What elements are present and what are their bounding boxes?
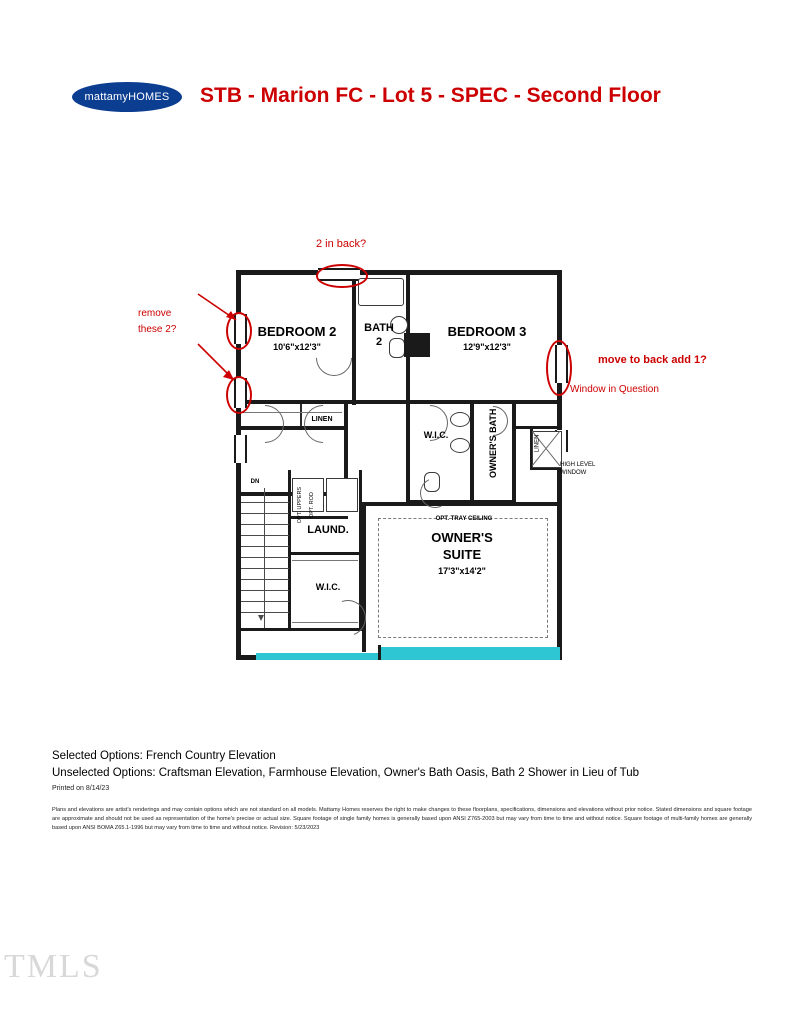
- room-name-bath2: BATH: [364, 322, 394, 334]
- stair-arrow-icon: [258, 615, 264, 621]
- opt-uppers-label: OPT. UPPERS: [296, 486, 303, 524]
- teal-band-left: [256, 653, 380, 660]
- selected-options-line: Selected Options: French Country Elevation: [52, 750, 276, 762]
- page-title: STB - Marion FC - Lot 5 - SPEC - Second Floor: [200, 84, 661, 107]
- wall-ownersbath-right: [512, 404, 516, 504]
- dryer-fixture: [326, 478, 358, 512]
- annotation-ellipse-top: [316, 264, 368, 288]
- door-swing-owners-bath: [416, 474, 454, 512]
- tmls-watermark: TMLS: [4, 948, 103, 985]
- wall-bath2-jog: [404, 333, 430, 357]
- room-dim-bedroom2: 10'6"x12'3": [273, 341, 321, 352]
- annotation-left-note-2: these 2?: [138, 324, 177, 335]
- logo-text: mattamyHOMES: [84, 91, 170, 103]
- room-label-bath2: [354, 322, 404, 349]
- opt-tray-ceiling-label: OPT. TRAY CEILING: [435, 516, 493, 522]
- annotation-right-note-2: Window in Question: [570, 384, 659, 395]
- wall-bath2-bottom: [352, 400, 406, 404]
- unselected-options-line: Unselected Options: Craftsman Elevation, Farmhouse Elevation, Owner's Bath Oasis, Bath 2 Shower in Lieu of Tub: [52, 766, 640, 779]
- room-label-bedroom3: [432, 325, 542, 352]
- teal-band-right: [380, 647, 560, 660]
- wall-suite-top: [362, 502, 562, 506]
- wall-stair-bottom: [236, 628, 292, 631]
- owners-suite-line1: OWNER'S: [431, 530, 493, 545]
- wall-laundry-left: [288, 470, 291, 630]
- closet-label-linen-2: LINEN: [534, 434, 541, 453]
- stair-tread: [241, 546, 289, 547]
- owners-suite-line2: SUITE: [442, 546, 482, 562]
- stair-tread: [241, 579, 289, 580]
- room-label-owners-suite: [400, 530, 524, 577]
- stair-tread: [241, 601, 289, 602]
- wall-bed3-bottom: [406, 400, 562, 404]
- exterior-wall-top: [236, 270, 562, 275]
- wall-laundry-bottom: [288, 552, 362, 555]
- room-label-wic-upper: W.I.C.: [423, 430, 449, 440]
- wall-bed2-bottom: [236, 400, 356, 404]
- document-header: [0, 70, 807, 130]
- closet-label-linen-1: LINEN: [311, 416, 333, 423]
- teal-band-divider: [378, 645, 381, 660]
- annotation-top-note: 2 in back?: [316, 238, 367, 250]
- owners-bath-text: OWNER'S BATH: [487, 408, 498, 479]
- room-number-bath2: 2: [375, 336, 383, 349]
- annotation-right-note-1: move to back add 1?: [598, 354, 707, 366]
- stair-tread: [241, 524, 289, 525]
- door-swing-bed3: [405, 398, 456, 449]
- sink-fixture-owners-2: [450, 438, 470, 453]
- annotation-arrow-left-lower: [196, 342, 246, 386]
- sink-fixture-owners-1: [450, 412, 470, 427]
- room-label-owners-bath: [487, 408, 498, 479]
- stair-direction-label: DN: [250, 479, 260, 485]
- stair-tread: [241, 502, 289, 503]
- room-name-bedroom2: BEDROOM 2: [257, 324, 337, 339]
- room-dim-owners-suite: 17'3"x14'2": [438, 565, 486, 576]
- opt-rod-label: OPT. ROD: [308, 492, 315, 519]
- stair-tread: [241, 557, 289, 558]
- annotation-ellipse-right: [546, 340, 572, 396]
- stair-tread: [241, 590, 289, 591]
- room-dim-bedroom3: 12'9"x12'3": [463, 341, 511, 352]
- room-label-wic-lower: W.I.C.: [315, 582, 341, 592]
- wall-wic-left: [406, 404, 410, 504]
- wall-suite-left: [362, 502, 366, 652]
- window-left-hall: [234, 435, 247, 463]
- room-label-laundry: LAUND.: [307, 524, 349, 536]
- room-name-bedroom3: BEDROOM 3: [447, 324, 527, 339]
- floor-plan-drawing: [0, 230, 807, 670]
- wall-wic-right: [470, 404, 474, 504]
- legal-disclaimer: Plans and elevations are artist's renderings and may contain options which are not standard on all models. Mattamy Homes reserves the right to make changes to these floorplans, specifications, dimensions and elevations without prior notice. Stated dimensions and square footage are approximate and should not be used as representation of the home's precise or actual size. Square footage of single family homes is generally based upon ANSI Z765-2003 but may vary from time to time and without notice. Square footage of multi-family homes are generally based upon ANSI BOMA Z65.1-1996 but may vary from time to time and without notice. Revision: 5/23/2023: [52, 807, 752, 831]
- stair-tread: [241, 535, 289, 536]
- mattamy-homes-logo: [72, 82, 182, 112]
- stair-tread: [241, 513, 289, 514]
- door-swing-linen: [296, 397, 350, 451]
- room-label-bedroom2: [245, 325, 349, 352]
- high-level-window-label: HIGH LEVEL WINDOW: [560, 462, 596, 476]
- bathtub-fixture: [358, 278, 404, 306]
- printed-date: Printed on 8/14/23: [52, 785, 110, 793]
- stair-tread: [241, 568, 289, 569]
- stair-tread: [241, 612, 289, 613]
- annotation-arrow-left-upper: [196, 290, 246, 326]
- stair-rail: [264, 488, 265, 628]
- annotation-left-note-1: remove: [138, 308, 172, 319]
- closet-shelf: [292, 560, 358, 561]
- document-footer: [52, 748, 772, 832]
